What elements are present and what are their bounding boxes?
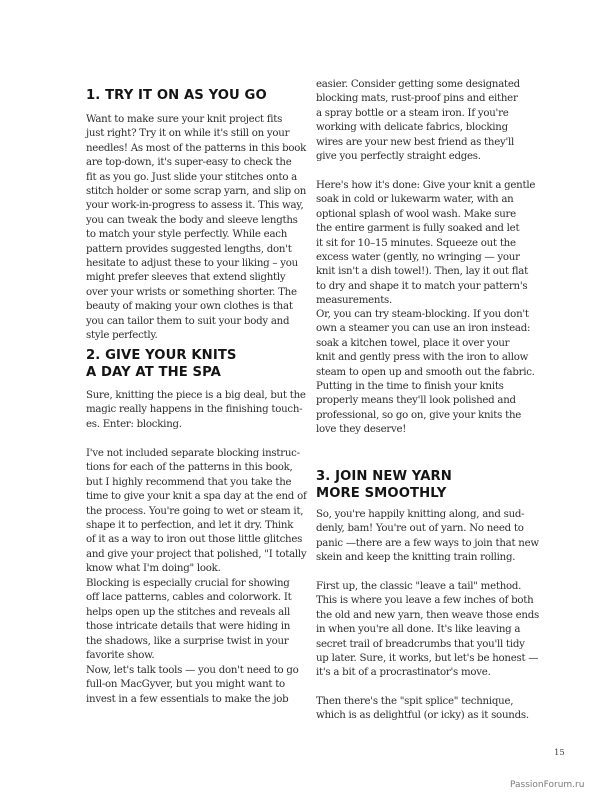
section-1-heading: 1. TRY IT ON AS YOU GO [86,88,267,103]
blocking-paragraph: easier. Consider getting some designated blocking mats, rust-proof pins and either a spray bottle or a steam iron. If you're working with delicate fabrics, blocking wires are your new best friend as they'll give you perfectly straight edges. [316,79,520,163]
section-3-paragraph: First up, the classic "leave a tail" method. This is where you leave a few inches of both the old and new yarn, then weave those ends in when you're all done. It's like leaving a secret trail of breadcrumbs that you'll tidy up later. Sure, it works, but let's be honest — it's a bit of a procrastinator's move. [316,581,539,679]
section-2-paragraph: I've not included separate blocking instruc- tions for each of the patterns in this book, but I highly recommend that you take the time to give your knit a spa day at the end of the process. You're going to wet or steam it, shape it to perfection, and let it dry. Think of it as a way to iron out those little glitches and give your project that polished, "I totally know what I'm doing" look. [86,448,307,575]
page-number: 15 [554,748,565,758]
section-2-heading: 2. GIVE YOUR KNITS A DAY AT THE SPA [86,348,237,380]
section-3-paragraph: So, you're happily knitting along, and sud- denly, bam! You're out of yarn. No need to panic —there are a few ways to join that new skein and keep the knitting train rolling. [316,509,539,564]
section-3-heading: 3. JOIN NEW YARN MORE SMOOTHLY [316,469,452,501]
section-2-paragraph: Sure, knitting the piece is a big deal, but the magic really happens in the finishing touch- es. Enter: blocking. [86,390,306,430]
section-2-paragraph: Now, let's talk tools — you don't need to go full-on MacGyver, but you might want to invest in a few essentials to make the job [86,665,299,705]
watermark-text: PassionForum.ru [510,780,585,790]
blocking-paragraph: Putting in the time to finish your knits properly means they'll look polished and professional, so go on, give your knits the love they deserve! [316,381,522,436]
section-1-paragraph: Want to make sure your knit project fits just right? Try it on while it's still on your needles! As most of the patterns in this book are top-down, it's super-easy to check the fit as you go. Just slide your stitches onto a stitch holder or some scrap yarn, and slip on your work-in-progress to assess it. This way, you can tweak the body and sleeve lengths to match your style perfectly. While each pattern provides suggested lengths, don't hesitate to adjust these to your liking – you might prefer sleeves that extend slightly over your wrists or something shorter. The beauty of making your own clothes is that you can tailor them to suit your body and style perfectly. [86,114,307,342]
blocking-paragraph: Here's how it's done: Give your knit a gentle soak in cold or lukewarm water, with an optional splash of wool wash. Make sure the entire garment is fully soaked and let it sit for 10–15 minutes. Squeeze out the excess water (gently, no wringing — your knit isn't a dish towel!). Then, lay it out flat to dry and shape it to match your pattern's measurements. [316,180,536,307]
blocking-paragraph: Or, you can try steam-blocking. If you don't own a steamer you can use an iron instead: soak a kitchen towel, place it over your knit and gently press with the iron to allow steam to open up and smooth out the fabric. [316,309,535,378]
section-2-paragraph: Blocking is especially crucial for showing off lace patterns, cables and colorwork. It helps open up the stitches and reveals all those intricate details that were hiding in the shadows, like a surprise twist in your favorite show. [86,578,292,662]
section-3-paragraph: Then there's the "spit splice" technique, which is as delightful (or icky) as it sounds. [316,696,529,722]
